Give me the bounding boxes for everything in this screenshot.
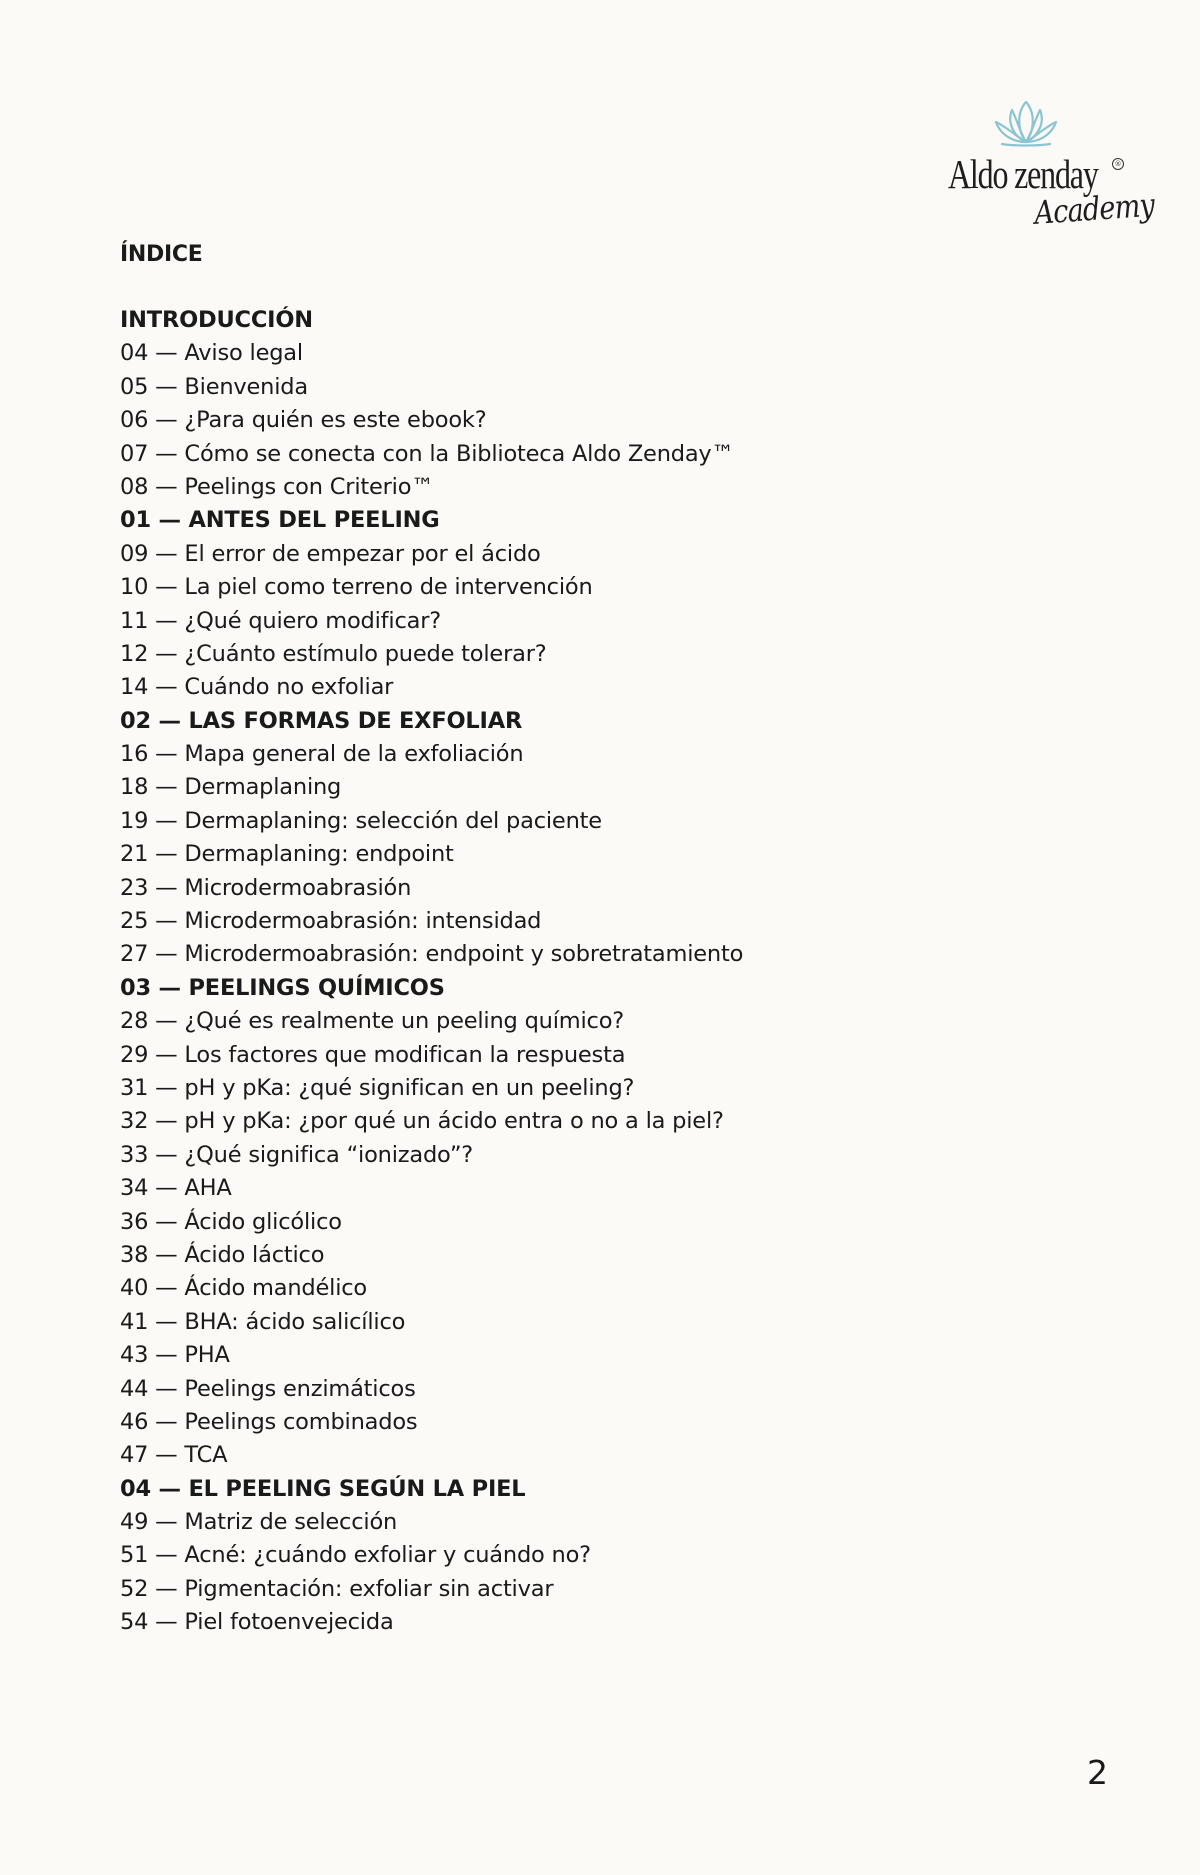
toc-entry: 44 — Peelings enzimáticos — [120, 1375, 416, 1402]
brand-logo — [940, 96, 1156, 246]
toc-entry: 41 — BHA: ácido salicílico — [120, 1308, 406, 1335]
toc-entry: 25 — Microdermoabrasión: intensidad — [120, 908, 542, 935]
toc-entry: 08 — Peelings con Criterio™ — [120, 473, 434, 500]
lotus-icon — [988, 96, 1064, 148]
toc-entry: 10 — La piel como terreno de intervención — [120, 574, 593, 601]
brand-subtitle: Academy — [1033, 185, 1156, 232]
toc-section-heading: 01 — ANTES DEL PEELING — [120, 507, 440, 534]
toc-entry: 28 — ¿Qué es realmente un peeling químico? — [120, 1008, 625, 1035]
toc-list — [120, 304, 1020, 1640]
toc-entry: 49 — Matriz de selección — [120, 1509, 398, 1536]
toc-entry: 29 — Los factores que modifican la respuesta — [120, 1041, 626, 1068]
toc-entry: 32 — pH y pKa: ¿por qué un ácido entra o no a la piel? — [120, 1108, 724, 1135]
toc-entry: 27 — Microdermoabrasión: endpoint y sobretratamiento — [120, 941, 744, 968]
toc-entry: 47 — TCA — [120, 1442, 228, 1469]
table-of-contents — [120, 238, 1020, 1640]
toc-entry: 34 — AHA — [120, 1175, 232, 1202]
toc-entry: 07 — Cómo se conecta con la Biblioteca Aldo Zenday™ — [120, 440, 734, 467]
page-number: 2 — [1087, 1753, 1108, 1792]
toc-entry: 18 — Dermaplaning — [120, 774, 342, 801]
toc-entry: 33 — ¿Qué significa “ionizado”? — [120, 1141, 474, 1168]
toc-entry: 46 — Peelings combinados — [120, 1408, 418, 1435]
toc-entry: 19 — Dermaplaning: selección del paciente — [120, 807, 602, 834]
toc-entry: 21 — Dermaplaning: endpoint — [120, 841, 454, 868]
brand-name: Aldo zenday — [948, 151, 1098, 197]
toc-entry: 54 — Piel fotoenvejecida — [120, 1609, 394, 1636]
registered-mark: ® — [1112, 158, 1124, 170]
toc-entry: 12 — ¿Cuánto estímulo puede tolerar? — [120, 640, 547, 667]
toc-entry: 23 — Microdermoabrasión — [120, 874, 412, 901]
toc-entry: 52 — Pigmentación: exfoliar sin activar — [120, 1575, 554, 1602]
toc-section-heading: 03 — PEELINGS QUÍMICOS — [120, 974, 445, 1001]
toc-section-heading: 04 — EL PEELING SEGÚN LA PIEL — [120, 1475, 526, 1502]
toc-entry: 38 — Ácido láctico — [120, 1241, 325, 1268]
toc-entry: 09 — El error de empezar por el ácido — [120, 540, 541, 567]
toc-title: ÍNDICE — [120, 242, 203, 267]
toc-section-heading: 02 — LAS FORMAS DE EXFOLIAR — [120, 707, 523, 734]
toc-entry: 16 — Mapa general de la exfoliación — [120, 741, 524, 768]
toc-entry: 06 — ¿Para quién es este ebook? — [120, 407, 487, 434]
toc-entry: 11 — ¿Qué quiero modificar? — [120, 607, 441, 634]
toc-entry: 31 — pH y pKa: ¿qué significan en un peeling? — [120, 1074, 635, 1101]
toc-entry: 43 — PHA — [120, 1342, 230, 1369]
toc-entry: 04 — Aviso legal — [120, 340, 303, 367]
toc-section-heading: INTRODUCCIÓN — [120, 307, 313, 333]
toc-entry: 36 — Ácido glicólico — [120, 1208, 342, 1235]
toc-entry: 05 — Bienvenida — [120, 373, 308, 400]
toc-entry: 40 — Ácido mandélico — [120, 1275, 367, 1302]
toc-entry: 51 — Acné: ¿cuándo exfoliar y cuándo no? — [120, 1542, 591, 1569]
toc-entry: 14 — Cuándo no exfoliar — [120, 674, 394, 701]
